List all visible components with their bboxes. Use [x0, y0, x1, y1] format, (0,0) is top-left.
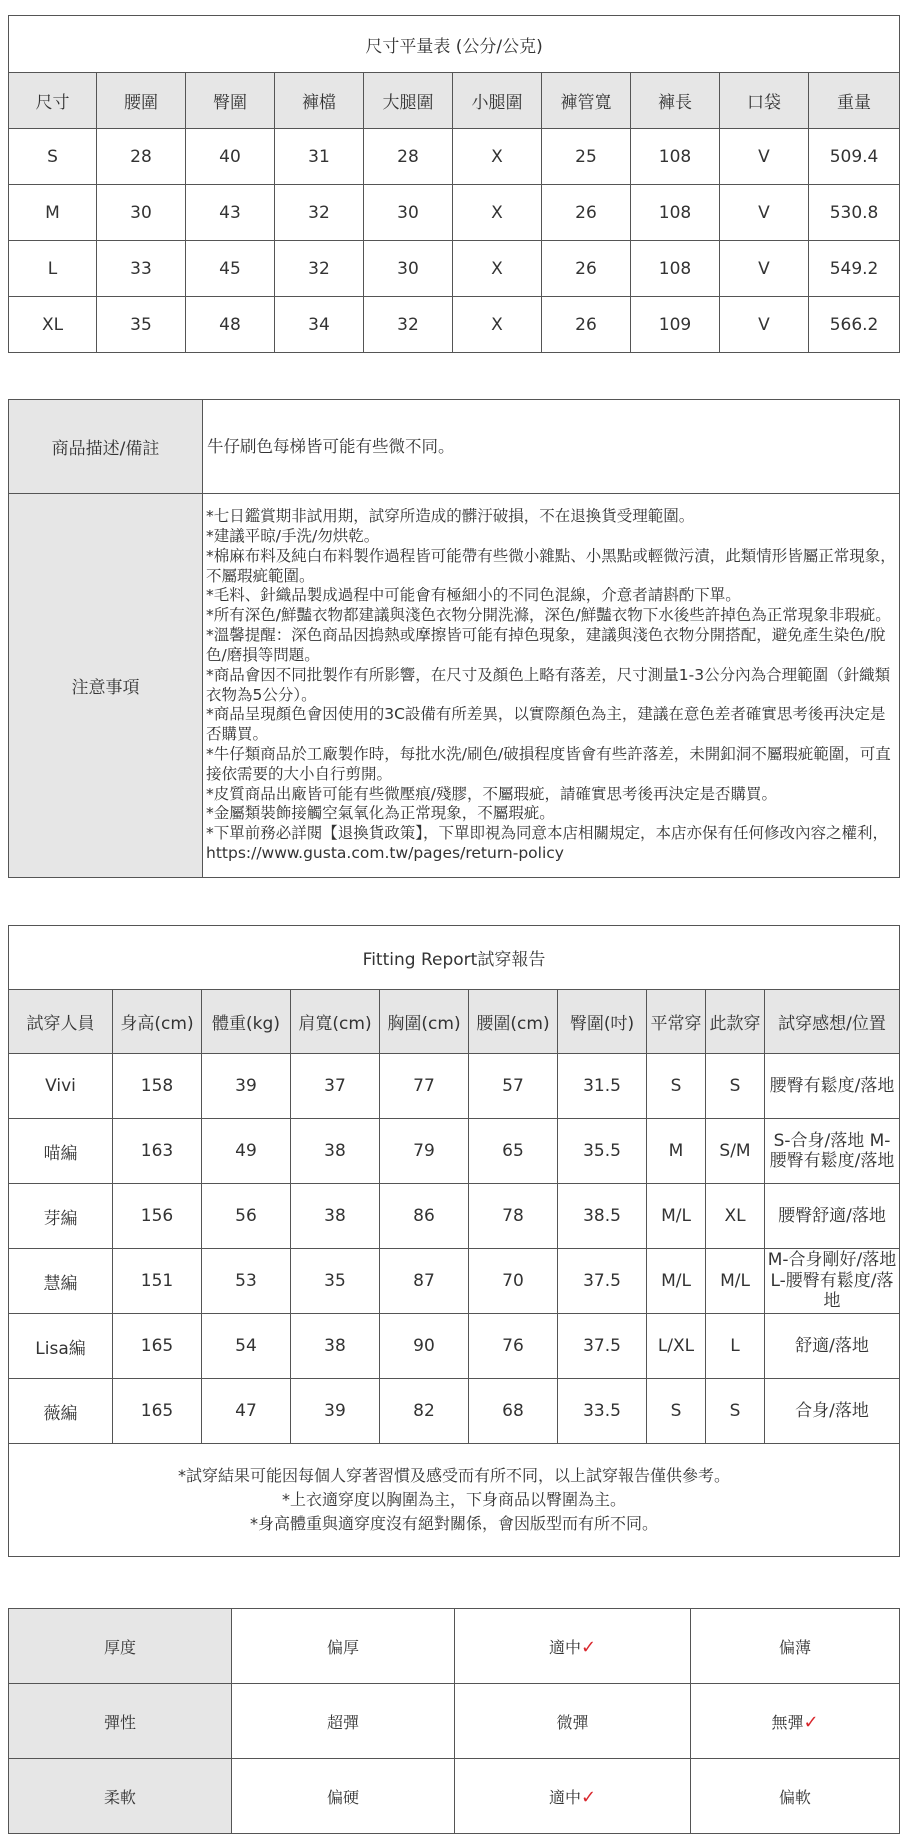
feel-option: 無彈✓ [691, 1684, 900, 1759]
fitting-row [9, 1119, 900, 1184]
note-line: *毛料、針織品製成過程中可能會有極細小的不同色混線，介意者請斟酌下單。 [206, 586, 741, 605]
size-cell: 108 [631, 129, 720, 185]
size-cell: M [9, 185, 97, 241]
fitting-cell: M/L [706, 1249, 765, 1314]
fitting-footnote: *身高體重與適穿度沒有絕對關係，會因版型而有所不同。 [249, 1514, 658, 1533]
fitting-header-cell: 試穿人員 [9, 990, 113, 1054]
size-cell: 26 [542, 297, 631, 353]
size-cell: 30 [364, 241, 453, 297]
fitting-comment: 腰臀舒適/落地 [765, 1184, 900, 1249]
size-cell: 30 [97, 185, 186, 241]
size-cell: 109 [631, 297, 720, 353]
fitting-row [9, 1379, 900, 1444]
fitting-footnotes [9, 1444, 900, 1557]
fitting-cell: 56 [202, 1184, 291, 1249]
fitting-cell: 33.5 [558, 1379, 647, 1444]
size-cell: 25 [542, 129, 631, 185]
fitting-report-title: Fitting Report試穿報告 [9, 926, 900, 990]
size-cell: 28 [364, 129, 453, 185]
note-line: *金屬類裝飾接觸空氣氧化為正常現象，不屬瑕疵。 [206, 804, 555, 823]
feel-row [9, 1759, 900, 1834]
fitting-header-cell: 體重(kg) [202, 990, 291, 1054]
size-cell: V [720, 129, 809, 185]
description-table [8, 399, 900, 878]
fitting-cell: 165 [113, 1379, 202, 1444]
notes-text [203, 494, 900, 878]
size-cell: 30 [364, 185, 453, 241]
fitting-cell: 70 [469, 1249, 558, 1314]
fitting-comment: 腰臀有鬆度/落地 [765, 1054, 900, 1119]
fitting-cell: 38 [291, 1119, 380, 1184]
fitting-cell: 57 [469, 1054, 558, 1119]
fabric-feel-table [8, 1608, 900, 1834]
size-cell: 48 [186, 297, 275, 353]
fitting-cell: S [647, 1054, 706, 1119]
check-icon: ✓ [803, 1711, 819, 1733]
size-cell: XL [9, 297, 97, 353]
fitting-cell: S [647, 1379, 706, 1444]
size-row [9, 185, 900, 241]
size-header-cell: 大腿圍 [364, 73, 453, 129]
fitting-cell: 82 [380, 1379, 469, 1444]
note-line: *所有深色/鮮豔衣物都建議與淺色衣物分開洗滌，深色/鮮豔衣物下水後些許掉色為正常現象非瑕疵。 [206, 606, 891, 625]
fitting-cell: 77 [380, 1054, 469, 1119]
check-icon: ✓ [580, 1786, 597, 1808]
feel-option: 微彈 [455, 1684, 691, 1759]
fitting-header-cell: 試穿感想/位置 [765, 990, 900, 1054]
fitting-cell: 86 [380, 1184, 469, 1249]
size-cell: 33 [97, 241, 186, 297]
note-line: *七日鑑賞期非試用期，試穿所造成的髒汙破損，不在退換貨受理範圍。 [206, 507, 695, 526]
feel-label: 柔軟 [9, 1759, 232, 1834]
fitting-cell: S [706, 1054, 765, 1119]
size-header-cell: 小腿圍 [453, 73, 542, 129]
fitting-cell: 慧編 [9, 1249, 113, 1314]
fitting-cell: M/L [647, 1184, 706, 1249]
fitting-cell: 87 [380, 1249, 469, 1314]
size-cell: 40 [186, 129, 275, 185]
size-cell: 35 [97, 297, 186, 353]
size-cell: 26 [542, 185, 631, 241]
note-line: *牛仔類商品於工廠製作時，每批水洗/刷色/破損程度皆會有些許落差，未開釦洞不屬瑕疵範圍，可直接依需要的大小自行剪開。 [206, 744, 891, 783]
fitting-row [9, 1249, 900, 1314]
note-line: *棉麻布料及純白布料製作過程皆可能帶有些微小雜點、小黑點或輕微污漬，此類情形皆屬正常現象，不屬瑕疵範圍。 [206, 546, 896, 585]
size-cell: X [453, 241, 542, 297]
fitting-cell: 49 [202, 1119, 291, 1184]
note-line: *商品呈現顏色會因使用的3C設備有所差異，以實際顏色為主，建議在意色差者確實思考後再決定是否購買。 [206, 705, 886, 744]
feel-option: 偏薄 [691, 1609, 900, 1684]
size-header-cell: 口袋 [720, 73, 809, 129]
size-cell: V [720, 185, 809, 241]
fitting-cell: L/XL [647, 1314, 706, 1379]
description-label: 商品描述/備註 [9, 400, 203, 494]
feel-label: 彈性 [9, 1684, 232, 1759]
feel-option: 超彈 [232, 1684, 455, 1759]
fitting-cell: 芽編 [9, 1184, 113, 1249]
fitting-cell: 54 [202, 1314, 291, 1379]
fitting-cell: 39 [291, 1379, 380, 1444]
size-header-cell: 臀圍 [186, 73, 275, 129]
fitting-cell: 158 [113, 1054, 202, 1119]
fitting-cell: L [706, 1314, 765, 1379]
feel-row [9, 1609, 900, 1684]
fitting-cell: 65 [469, 1119, 558, 1184]
feel-option: 偏厚 [232, 1609, 455, 1684]
size-cell: 31 [275, 129, 364, 185]
fitting-row [9, 1184, 900, 1249]
fitting-row [9, 1054, 900, 1119]
check-icon: ✓ [580, 1636, 597, 1658]
fitting-cell: 喵編 [9, 1119, 113, 1184]
note-line: *下單前務必詳閱【退換貨政策】，下單即視為同意本店相關規定，本店亦保有任何修改內容之權利，https://www.gusta.com.tw/pages/return-policy [206, 824, 889, 863]
fitting-cell: M [647, 1119, 706, 1184]
size-header-cell: 尺寸 [9, 73, 97, 129]
fitting-cell: 156 [113, 1184, 202, 1249]
fitting-header-cell: 身高(cm) [113, 990, 202, 1054]
fitting-cell: 31.5 [558, 1054, 647, 1119]
size-cell: 28 [97, 129, 186, 185]
size-cell: 509.4 [809, 129, 900, 185]
note-line: *皮質商品出廠皆可能有些微壓痕/殘膠，不屬瑕疵，請確實思考後再決定是否購買。 [206, 784, 777, 803]
fitting-cell: 37.5 [558, 1249, 647, 1314]
fitting-cell: 163 [113, 1119, 202, 1184]
note-line: *建議平晾/手洗/勿烘乾。 [206, 526, 380, 545]
fitting-header-cell: 胸圍(cm) [380, 990, 469, 1054]
size-cell: 34 [275, 297, 364, 353]
size-header-cell: 腰圍 [97, 73, 186, 129]
size-table-title: 尺寸平量表 (公分/公克) [9, 16, 900, 73]
fitting-cell: Vivi [9, 1054, 113, 1119]
fitting-cell: 薇編 [9, 1379, 113, 1444]
fitting-cell: 79 [380, 1119, 469, 1184]
fitting-cell: XL [706, 1184, 765, 1249]
size-cell: L [9, 241, 97, 297]
fitting-cell: 165 [113, 1314, 202, 1379]
size-cell: 32 [275, 185, 364, 241]
size-cell: 530.8 [809, 185, 900, 241]
note-line: *溫馨提醒：深色商品因摀熱或摩擦皆可能有掉色現象，建議與淺色衣物分開搭配，避免產生染色/脫色/磨損等問題。 [206, 626, 886, 664]
fitting-cell: 90 [380, 1314, 469, 1379]
fitting-cell: 38 [291, 1184, 380, 1249]
fitting-cell: Lisa編 [9, 1314, 113, 1379]
feel-option: 適中✓ [455, 1759, 691, 1834]
size-cell: 566.2 [809, 297, 900, 353]
size-table [8, 15, 900, 353]
fitting-header-cell: 臀圍(吋) [558, 990, 647, 1054]
size-cell: X [453, 297, 542, 353]
fitting-footnote: *上衣適穿度以胸圍為主，下身商品以臀圍為主。 [281, 1490, 626, 1509]
feel-row [9, 1684, 900, 1759]
fitting-cell: S/M [706, 1119, 765, 1184]
fitting-header-cell: 平常穿 [647, 990, 706, 1054]
feel-option: 偏軟 [691, 1759, 900, 1834]
feel-option: 適中✓ [455, 1609, 691, 1684]
fitting-cell: 47 [202, 1379, 291, 1444]
feel-label: 厚度 [9, 1609, 232, 1684]
size-cell: 26 [542, 241, 631, 297]
fitting-header-cell: 肩寬(cm) [291, 990, 380, 1054]
size-cell: 45 [186, 241, 275, 297]
feel-option: 偏硬 [232, 1759, 455, 1834]
fitting-comment: 舒適/落地 [765, 1314, 900, 1379]
fitting-cell: 35.5 [558, 1119, 647, 1184]
fitting-report-table [8, 925, 900, 1557]
fitting-comment: S-合身/落地 M-腰臀有鬆度/落地 [765, 1119, 900, 1184]
fitting-cell: 38 [291, 1314, 380, 1379]
size-row [9, 297, 900, 353]
fitting-cell: 39 [202, 1054, 291, 1119]
size-header-cell: 重量 [809, 73, 900, 129]
size-cell: 32 [275, 241, 364, 297]
fitting-header-cell: 此款穿 [706, 990, 765, 1054]
size-cell: X [453, 129, 542, 185]
size-cell: 108 [631, 241, 720, 297]
notes-label: 注意事項 [9, 494, 203, 878]
size-row [9, 241, 900, 297]
fitting-header-cell: 腰圍(cm) [469, 990, 558, 1054]
description-text: 牛仔刷色每梯皆可能有些微不同。 [203, 400, 900, 494]
size-cell: 32 [364, 297, 453, 353]
fitting-cell: 68 [469, 1379, 558, 1444]
fitting-cell: 35 [291, 1249, 380, 1314]
size-header-cell: 褲管寬 [542, 73, 631, 129]
fitting-cell: 37 [291, 1054, 380, 1119]
size-cell: S [9, 129, 97, 185]
size-cell: X [453, 185, 542, 241]
fitting-cell: 53 [202, 1249, 291, 1314]
note-line: *商品會因不同批製作有所影響，在尺寸及顏色上略有落差，尺寸測量1-3公分內為合理範圍（針織類衣物為5公分）。 [206, 665, 891, 704]
size-cell: V [720, 241, 809, 297]
fitting-footnote: *試穿結果可能因每個人穿著習慣及感受而有所不同，以上試穿報告僅供參考。 [177, 1466, 730, 1485]
fitting-cell: 38.5 [558, 1184, 647, 1249]
fitting-row [9, 1314, 900, 1379]
size-header-cell: 褲檔 [275, 73, 364, 129]
size-cell: 108 [631, 185, 720, 241]
size-row [9, 129, 900, 185]
fitting-comment: M-合身剛好/落地 L-腰臀有鬆度/落地 [765, 1249, 900, 1314]
fitting-comment: 合身/落地 [765, 1379, 900, 1444]
fitting-cell: 151 [113, 1249, 202, 1314]
fitting-cell: 78 [469, 1184, 558, 1249]
fitting-cell: M/L [647, 1249, 706, 1314]
fitting-cell: 37.5 [558, 1314, 647, 1379]
size-cell: V [720, 297, 809, 353]
size-header-cell: 褲長 [631, 73, 720, 129]
fitting-cell: S [706, 1379, 765, 1444]
size-cell: 43 [186, 185, 275, 241]
fitting-cell: 76 [469, 1314, 558, 1379]
size-cell: 549.2 [809, 241, 900, 297]
